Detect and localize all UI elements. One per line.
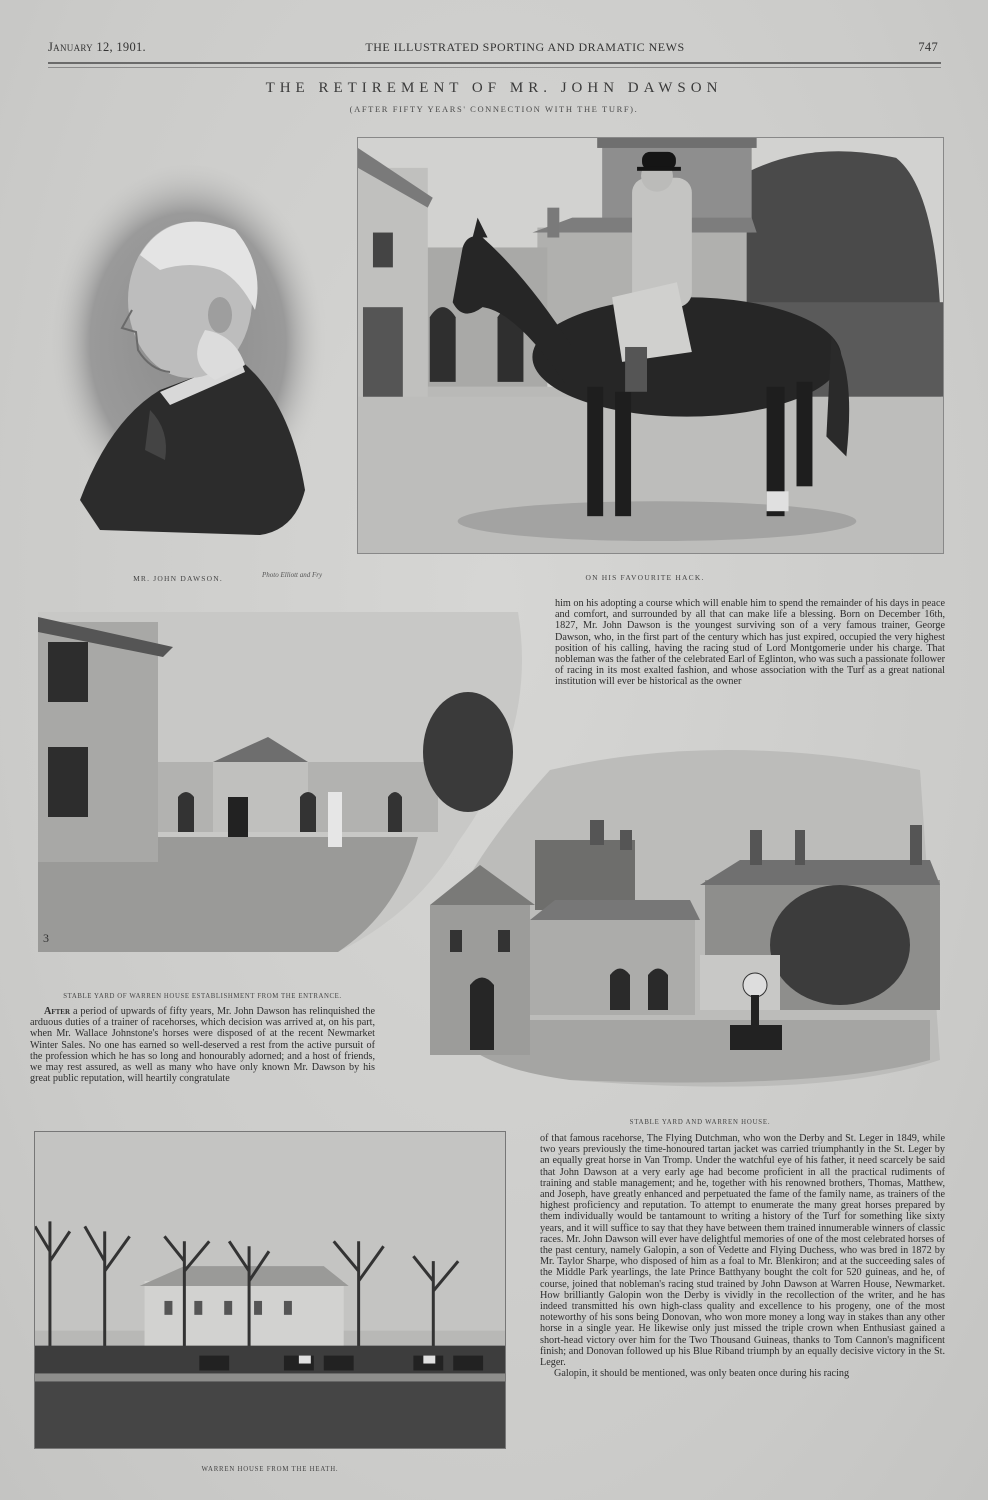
header-rule xyxy=(48,62,941,68)
heath-photo xyxy=(34,1131,506,1449)
hack-photo xyxy=(357,137,944,554)
hack-caption: ON HIS FAVOURITE HACK. xyxy=(585,573,705,582)
lead-word: After xyxy=(44,1006,71,1017)
paragraph: of that famous racehorse, The Flying Dutchman, who won the Derby and St. Leger in 1849, while two years previously the time-honoured tartan jacket was carried triumphantly in the St. Leger by an equally great horse in Van Tromp. Under the watchful eye of his father, it need scarcely be said that John Dawson at a very early age had become proficient in all the practical rudiments of training and stable management; and he, together with his renowned brothers, Thomas, Matthew, and Joseph, have greatly enhanced and perpetuated the fame of the family name, as trainers of the highest proficiency and reputation. To attempt to enumerate the many great horses prepared by them individually would be tantamount to writing a history of the Turf for something like sixty years, and it will suffice to say that they have between them trained innumerable winners of classic races. Mr. John Dawson will ever have delightful memories of one of the most celebrated horses of the past century, namely Galopin, a son of Vedette and Flying Duchess, who was bred in 1872 by Mr. Taylor Sharpe, who disposed of him as a foal to Mr. Blenkiron; and at the succeeding sales of the Middle Park yearlings, the late Prince Batthyany bought the colt for 520 guineas, and he, of course, joined that nobleman's racing stud trained by John Dawson at Warren House, Newmarket. How brilliantly Galopin won the Derby is vividly in the recollection of the writer, and he has indeed transmitted his own high-class quality and excellence to his progeny, one of the most noteworthy of his sons being Donovan, who won more money a long way in stakes than any other horse in a single year. He likewise only just missed the triple crown when Enthusiast gained a short-head victory over him for the Two Thousand Guineas, thanks to Tom Cannon's magnificent finish; and Donovan followed up his Blue Riband triumph by an equally decisive victory in the St. Leger. xyxy=(540,1133,945,1369)
paragraph: Galopin, it should be mentioned, was only beaten once during his racing xyxy=(554,1368,850,1380)
text-column-left xyxy=(30,1006,375,1084)
text-column-right-top xyxy=(555,598,945,688)
stable-warren-caption: STABLE YARD AND WARREN HOUSE. xyxy=(629,1119,771,1126)
heath-caption: WARREN HOUSE FROM THE HEATH. xyxy=(201,1466,339,1473)
running-head xyxy=(48,40,938,60)
stable-warren-photo xyxy=(420,730,950,1090)
issue-date: January 12, 1901. xyxy=(48,40,146,54)
plate-number: 3 xyxy=(43,931,49,945)
paragraph xyxy=(30,1006,375,1084)
text-column-right-bottom xyxy=(540,1133,945,1379)
publication-name: THE ILLUSTRATED SPORTING AND DRAMATIC NEWS xyxy=(365,40,685,54)
page-number: 747 xyxy=(918,40,938,54)
article-title: THE RETIREMENT OF MR. JOHN DAWSON xyxy=(265,80,723,96)
article-subtitle: (AFTER FIFTY YEARS' CONNECTION WITH THE TURF). xyxy=(349,104,639,114)
paragraph: him on his adopting a course which will enable him to spend the remainder of his days in peace and comfort, and surrounded by all that can make life a blessing. Born on December 16th, 1827, Mr. John Dawson is the youngest surviving son of a very famous trainer, George Dawson, who, in the first part of the century which has just expired, occupied the very highest position of his calling, having the racing stud of Lord Montgomerie under his charge. That nobleman was the father of the celebrated Earl of Eglinton, who was such a passionate follower of racing in its most exalted fashion, and whose association with the Turf as a great national institution will ever be historical as the owner xyxy=(555,598,945,688)
portrait-caption: MR. JOHN DAWSON. xyxy=(133,574,223,583)
portrait-credit: Photo Elliott and Fry xyxy=(262,571,323,579)
paragraph-text: a period of upwards of fifty years, Mr. John Dawson has relinquished the arduous duties of a trainer of racehorses, which decision was arrived at, on his part, when Mr. Wallace Johnstone's horses were disposed of at the recent Newmarket Winter Sales. No one has earned so well-deserved a rest from the active pursuit of the profession which he has so long and honourably adorned; and a host of friends, we may rest assured, as well as many who have only known Mr. Dawson by his great public reputation, will heartily congratulate xyxy=(30,1006,375,1085)
stable-entrance-caption: STABLE YARD OF WARREN HOUSE ESTABLISHMENT FROM THE ENTRANCE. xyxy=(63,993,342,1000)
portrait-photo xyxy=(40,160,330,550)
